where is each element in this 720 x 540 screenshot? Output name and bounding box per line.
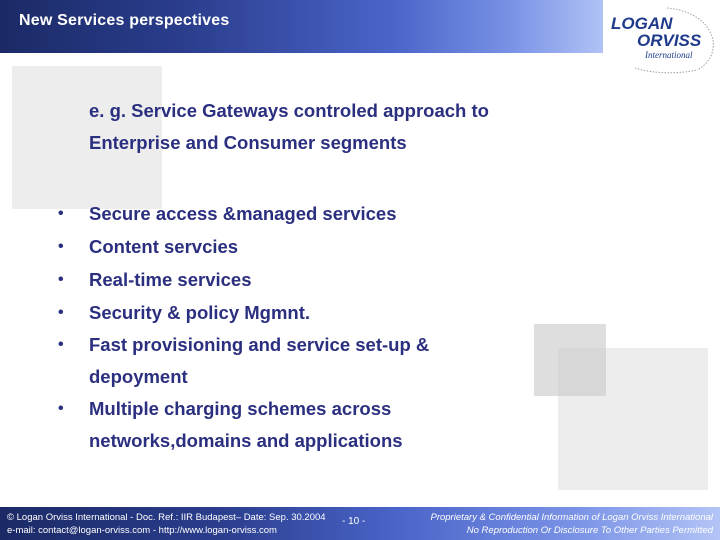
footer-contact: e-mail: contact@logan-orviss.com - http://www.logan-orviss.com <box>7 525 277 536</box>
list-item <box>58 197 429 230</box>
list-item-text <box>89 329 429 393</box>
intro-text <box>89 95 489 159</box>
list-item-line: depoyment <box>89 366 188 387</box>
bullet-icon: • <box>58 271 64 288</box>
list-item-text: Content servcies <box>89 236 239 257</box>
bullet-icon: • <box>58 336 64 353</box>
bullet-list <box>58 197 429 457</box>
footer-doc-ref: © Logan Orviss International - Doc. Ref.: IIR Budapest– Date: Sep. 30.2004 <box>7 512 326 523</box>
footer-copyright <box>7 511 326 537</box>
list-item <box>58 263 429 296</box>
bullet-icon: • <box>58 400 64 417</box>
list-item-text: Secure access &managed services <box>89 203 397 224</box>
list-item-text: Security & policy Mgmnt. <box>89 302 311 323</box>
list-item-text: Real-time services <box>89 269 252 290</box>
intro-line: Enterprise and Consumer segments <box>89 132 407 153</box>
intro-line: e. g. Service Gateways controled approach to <box>89 100 489 121</box>
footer-no-reproduction: No Reproduction Or Disclosure To Other Parties Permitted <box>466 525 713 536</box>
list-item <box>58 296 429 329</box>
page-number: - 10 - <box>342 516 366 527</box>
footer-bar <box>0 507 720 540</box>
list-item-line: Multiple charging schemes across <box>89 398 392 419</box>
bullet-icon: • <box>58 205 64 222</box>
bullet-icon: • <box>58 304 64 321</box>
list-item <box>58 230 429 263</box>
svg-text:LOGAN: LOGAN <box>611 14 673 33</box>
svg-text:ORVISS: ORVISS <box>637 31 702 50</box>
bullet-icon: • <box>58 238 64 255</box>
list-item <box>58 329 429 393</box>
list-item-line: networks,domains and applications <box>89 430 403 451</box>
footer-proprietary: Proprietary & Confidential Information of Logan Orviss International <box>430 512 713 523</box>
svg-text:International: International <box>645 50 693 60</box>
list-item <box>58 393 429 457</box>
slide-title: New Services perspectives <box>19 12 230 29</box>
footer-confidential <box>430 511 713 537</box>
list-item-line: Fast provisioning and service set-up & <box>89 334 430 355</box>
list-item-text <box>89 393 403 457</box>
